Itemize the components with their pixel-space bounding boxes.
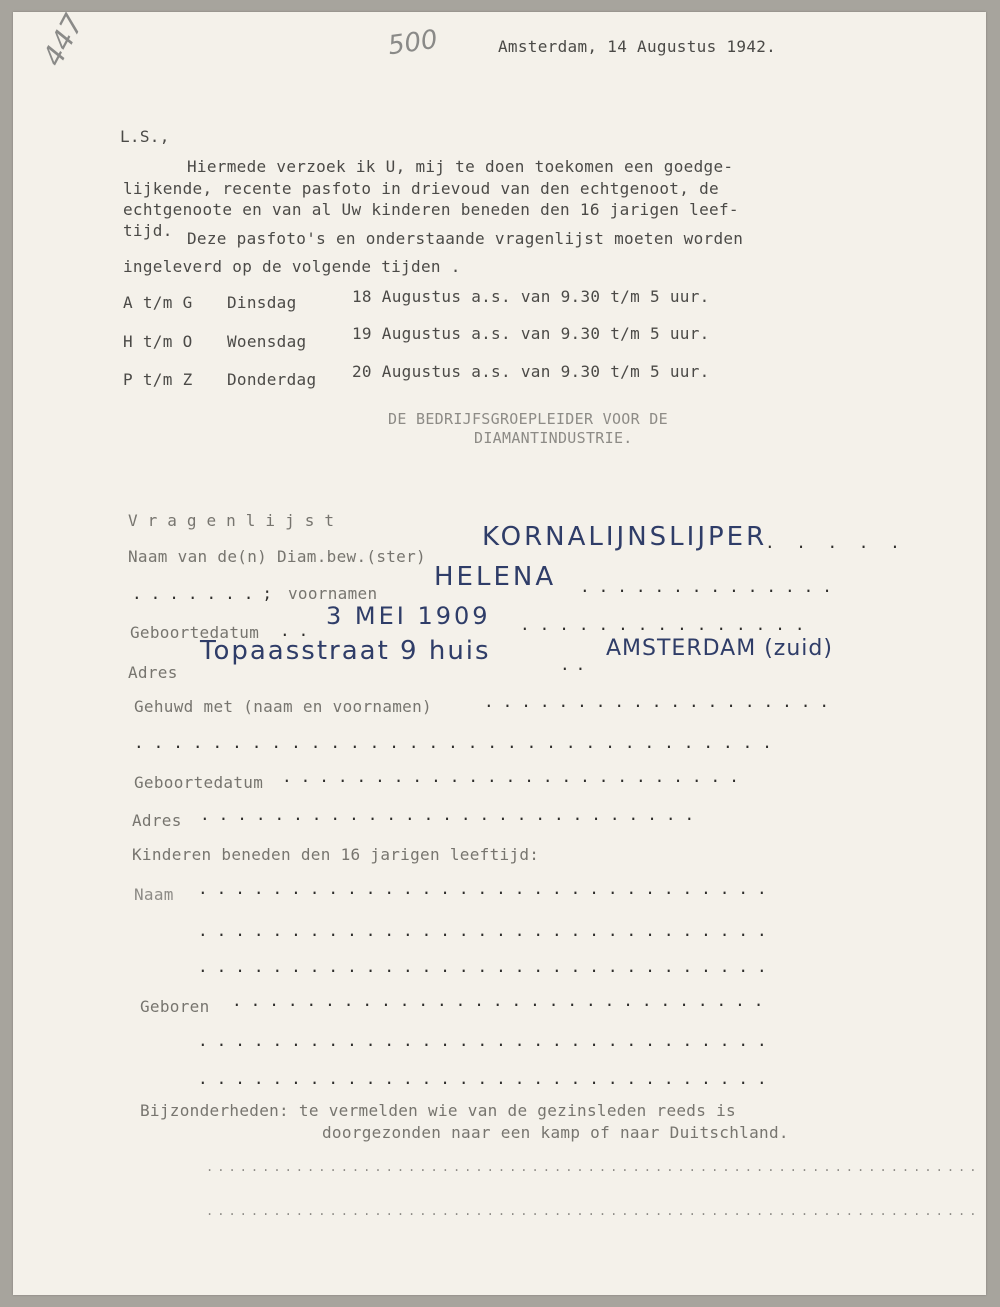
paragraph1-line3: echtgenoote en van al Uw kinderen beneden den 16 jarigen leef- — [123, 200, 739, 219]
remarks-line1: Bijzonderheden: te vermelden wie van de gezinsleden reeds is — [140, 1101, 736, 1120]
address-city: AMSTERDAM (zuid) — [606, 636, 833, 661]
schedule-date-2: 19 Augustus a.s. van 9.30 t/m 5 uur. — [352, 324, 710, 343]
birthdate-dots: ............... — [520, 615, 815, 634]
spouse-line2-dots: ................................. — [134, 733, 782, 752]
birthdate-value: 3 MEI 1909 — [326, 602, 491, 630]
spouse-dots: ................... — [484, 692, 839, 711]
child-born-label: Geboren — [140, 997, 210, 1016]
schedule-day-3: Donderdag — [227, 370, 317, 389]
signature-line2: DIAMANTINDUSTRIE. — [474, 429, 633, 447]
remarks-line2: doorgezonden naar een kamp of naar Duitschland. — [322, 1123, 789, 1142]
schedule-range-3: P t/m Z — [123, 370, 193, 389]
birthdate-lead-dots: .. — [280, 621, 318, 640]
schedule-range-1: A t/m G — [123, 293, 193, 312]
pencil-mark-447: 447 — [36, 8, 91, 72]
address-dots: .. — [560, 655, 592, 674]
child-born-dots-1: ............................. — [232, 991, 773, 1010]
first-names-label: voornamen — [288, 584, 378, 603]
first-names-leading-dots: .......; — [132, 584, 282, 603]
child-name-dots-2: ............................... — [198, 921, 776, 940]
schedule-date-3: 20 Augustus a.s. van 9.30 t/m 5 uur. — [352, 362, 710, 381]
name-value: KORNALIJNSLIJPER — [482, 522, 768, 552]
paragraph1-line1: Hiermede verzoek ik U, mij te doen toekomen een goedge- — [187, 157, 734, 176]
paragraph2-line2: ingeleverd op de volgende tijden . — [123, 257, 461, 276]
spouse-birthdate-label: Geboortedatum — [134, 773, 264, 792]
schedule-day-2: Woensdag — [227, 332, 307, 351]
child-born-dots-2: ............................... — [198, 1031, 776, 1050]
child-name-label: Naam — [134, 885, 174, 904]
paragraph2-line1: Deze pasfoto's en onderstaande vragenlijst moeten worden — [187, 229, 744, 248]
birthdate-label: Geboortedatum — [130, 623, 260, 642]
form-title: Vragenlijst — [128, 511, 344, 530]
name-label: Naam van de(n) Diam.bew.(ster) — [128, 547, 426, 566]
address-value: Topaasstraat 9 huis — [200, 636, 491, 666]
first-names-value: HELENA — [434, 562, 557, 592]
children-label: Kinderen beneden den 16 jarigen leeftijd: — [132, 845, 540, 864]
spouse-address-dots: ........................... — [200, 805, 704, 824]
salutation: L.S., — [120, 127, 170, 146]
remarks-dots-1: ..................................................................... — [206, 1160, 981, 1174]
spouse-label: Gehuwd met (naam en voornamen) — [134, 697, 432, 716]
remarks-dots-2: ..................................................................... — [206, 1204, 981, 1218]
paragraph1-line2: lijkende, recente pasfoto in drievoud van den echtgenoot, de — [123, 179, 719, 198]
schedule-day-1: Dinsdag — [227, 293, 297, 312]
schedule-range-2: H t/m O — [123, 332, 193, 351]
place-date: Amsterdam, 14 Augustus 1942. — [498, 37, 777, 56]
first-names-dots: .............. — [580, 577, 841, 596]
name-dots: . . . . . — [765, 533, 906, 552]
spouse-address-label: Adres — [132, 811, 182, 830]
signature-line1: DE BEDRIJFSGROEPLEIDER VOOR DE — [388, 410, 668, 428]
pencil-mark-500: 500 — [386, 24, 440, 62]
schedule-date-1: 18 Augustus a.s. van 9.30 t/m 5 uur. — [352, 287, 710, 306]
child-born-dots-3: ............................... — [198, 1069, 776, 1088]
paragraph1-line4: tijd. — [123, 221, 173, 240]
address-label: Adres — [128, 663, 178, 682]
spouse-birthdate-dots: ......................... — [282, 767, 748, 786]
child-name-dots-1: ............................... — [198, 879, 776, 898]
child-name-dots-3: ............................... — [198, 957, 776, 976]
